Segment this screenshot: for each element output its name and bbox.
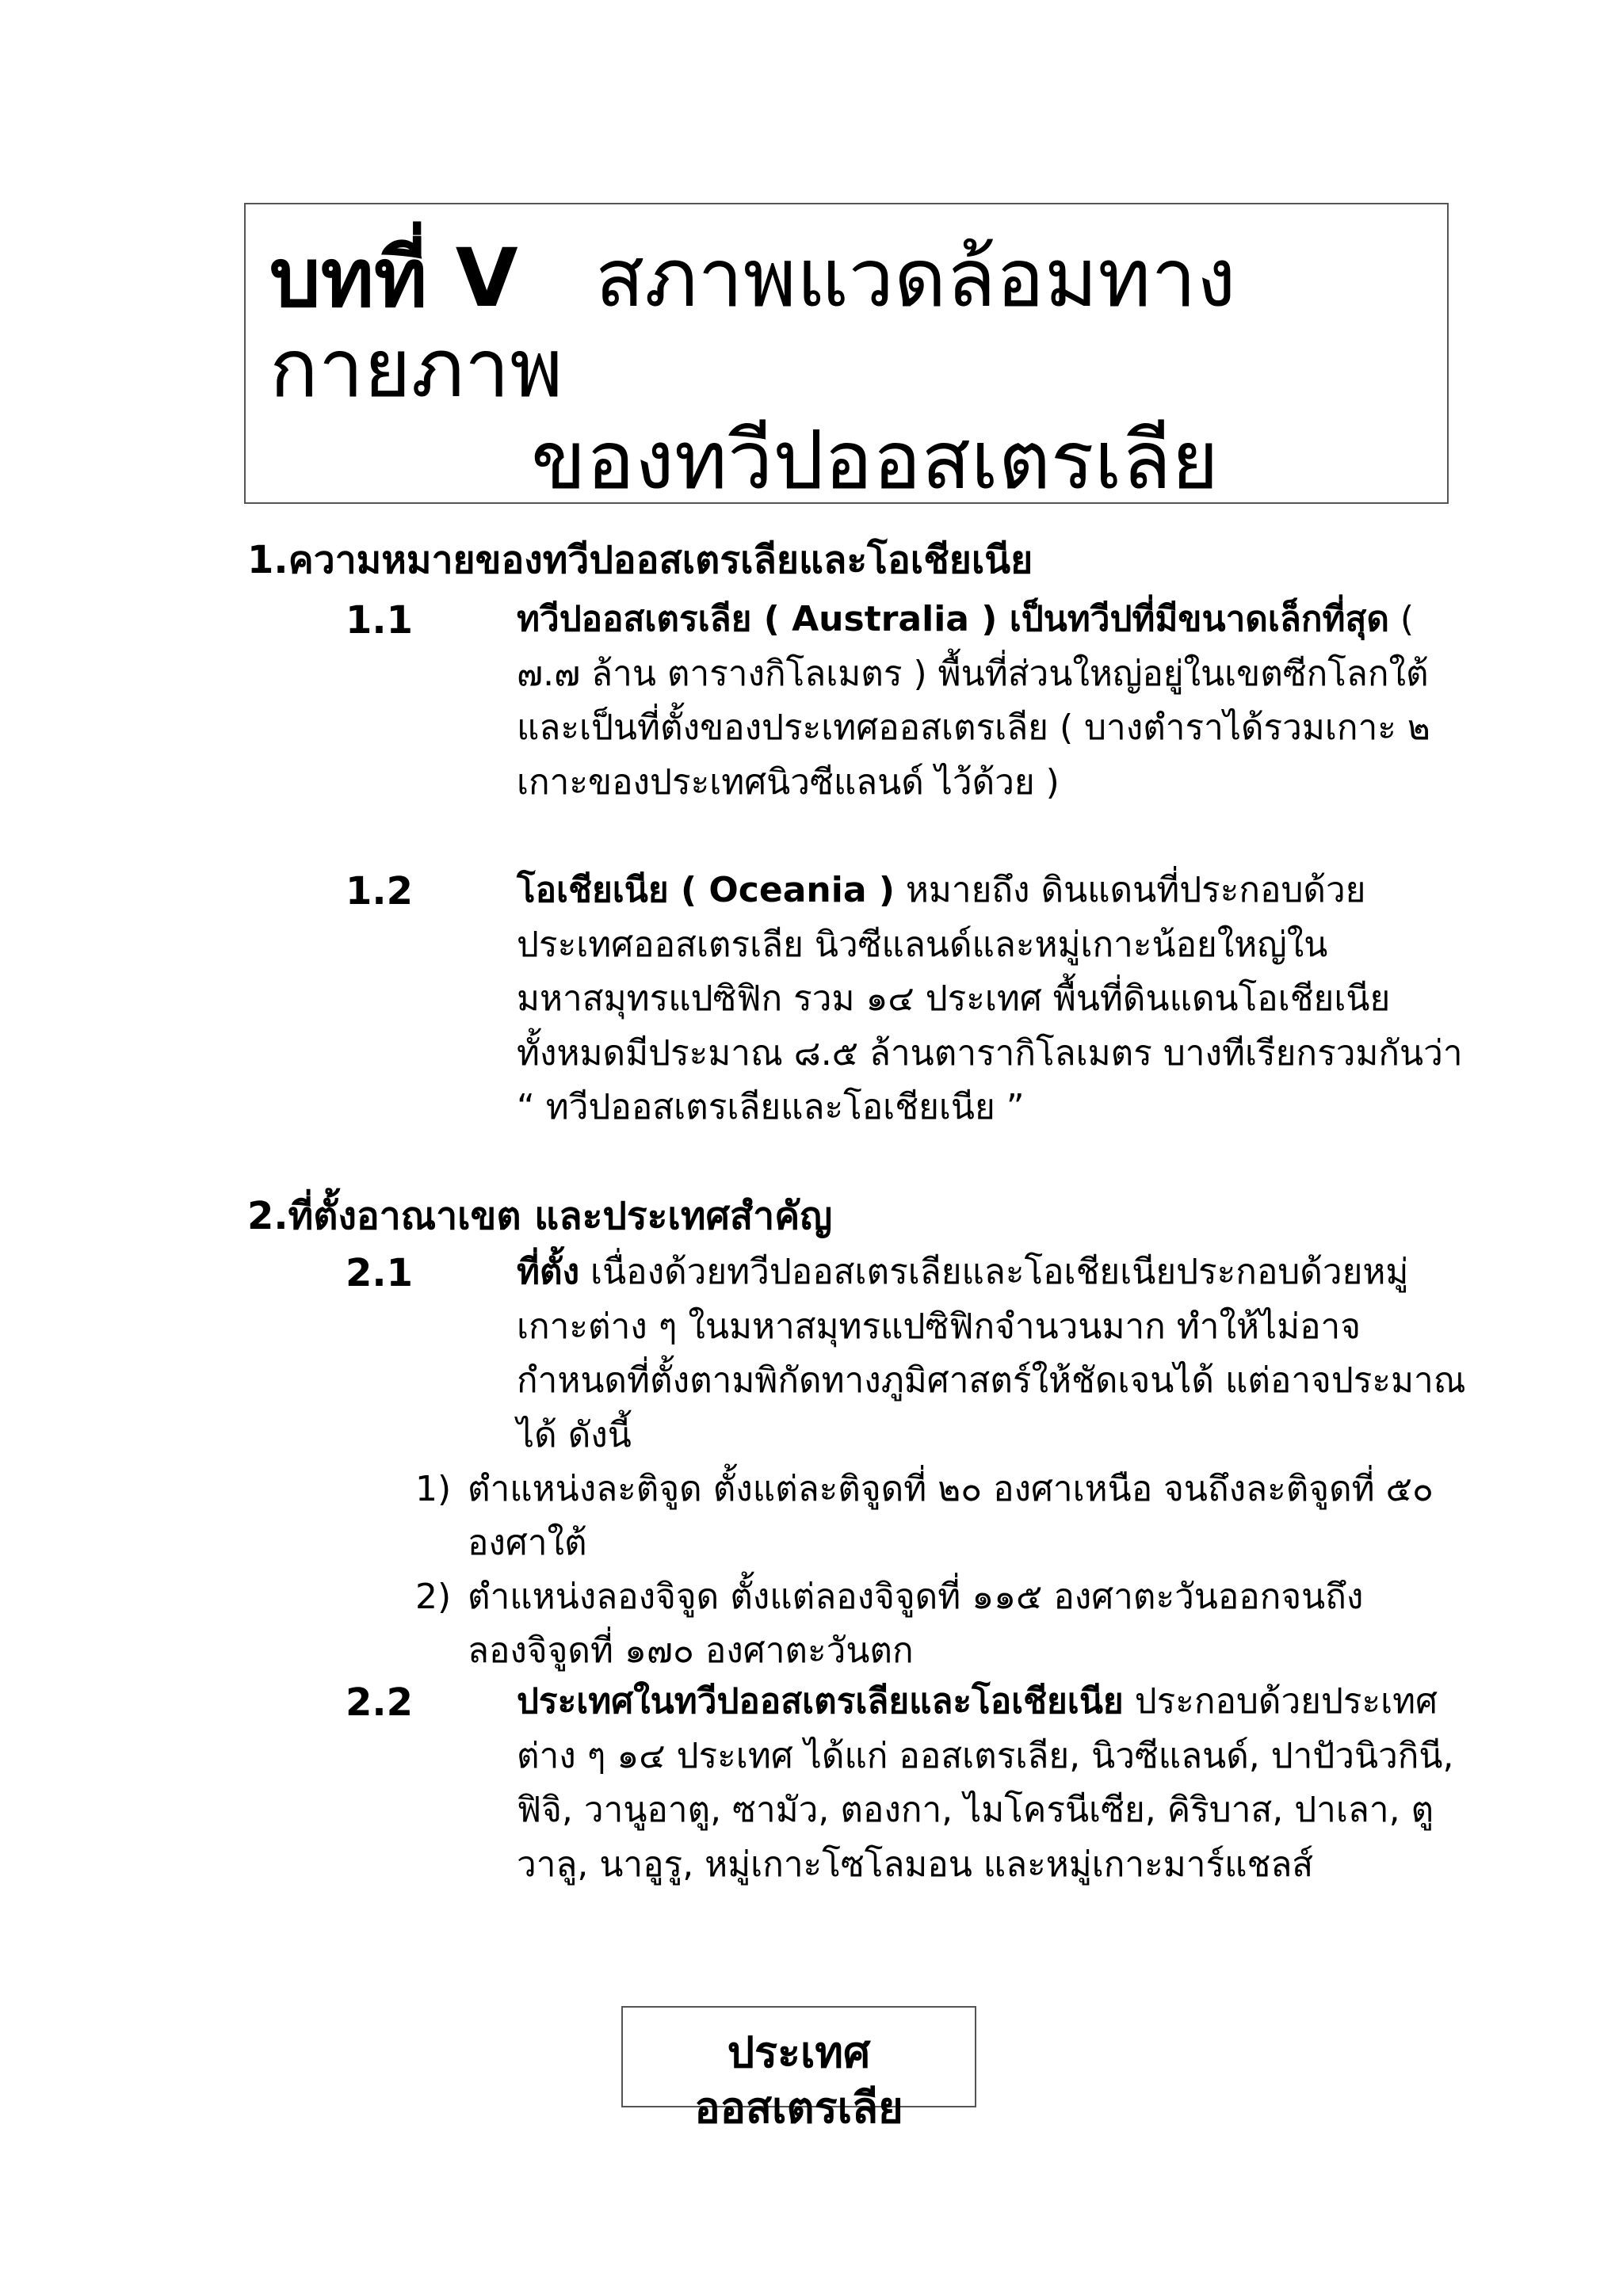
chapter-title-part-1: สภาพแวดล้อมทาง [594,231,1236,326]
chapter-number: บทที่ V [269,231,518,326]
subsection-text-1-1 [517,593,1468,810]
chapter-title-line-1 [269,231,1236,326]
country-label-clipped: ออสเตรเลีย [694,2083,903,2133]
subsection-text-1-2 [517,864,1468,1135]
subsection-body-1-2: หมายถึง ดินแดนที่ประกอบด้วยประเทศออสเตรเลีย นิวซีแลนด์และหมู่เกาะน้อยใหญ่ในมหาสมุทรแปซิฟิก รวม ๑๔ ประเทศ พื้นที่ดินแดนโอเชียเนียทั้งหมดมีประมาณ ๘.๕ ล้านตารากิโลเมตร บางทีเรียกรวมกันว่า “ ทวีปออสเตรเลียและโอเชียเนีย ” [517,870,1463,1127]
list-item-number-2: 2) [415,1577,452,1617]
subsection-lead-2-2: ประเทศในทวีปออสเตรเลียและโอเชียเนีย [517,1681,1124,1722]
chapter-title-line-3-clipped: ของทวีปออสเตรเลีย [531,414,1219,508]
subsection-number-2-2: 2.2 [346,1680,414,1725]
list-item-text-2: ตำแหน่งลองจิจูด ตั้งแต่ลองจิจูดที่ ๑๑๕ องศาตะวันออกจนถึงลองจิจูดที่ ๑๗๐ องศาตะวันตก [468,1577,1364,1671]
chapter-title-line-2: กายภาพ [269,322,563,416]
subsection-number-1-2: 1.2 [346,869,414,913]
subsection-lead-2-1: ที่ตั้ง [517,1252,580,1292]
subsection-lead-1-2: โอเชียเนีย ( Oceania ) [517,870,895,910]
section-heading-2: 2.ที่ตั้งอาณาเขต และประเทศสำคัญ [247,1194,833,1238]
subsection-number-1-1: 1.1 [346,598,414,643]
subsection-number-2-1: 2.1 [346,1251,414,1295]
subsection-text-2-2 [517,1675,1468,1892]
subsection-body-2-2: ประกอบด้วยประเทศต่าง ๆ ๑๔ ประเทศ ได้แก่ ออสเตรเลีย, นิวซีแลนด์, ปาปัวนิวกินี, ฟิจิ, วานูอาตู, ซามัว, ตองกา, ไมโครนีเซีย, คิริบาส, ปาเลา, ตูวาลู, นาอูรู, หมู่เกาะโซโลมอน และหมู่เกาะมาร์แชลส์ [517,1681,1454,1885]
subsection-body-2-1: เนื่องด้วยทวีปออสเตรเลียและโอเชียเนียประกอบด้วยหมู่เกาะต่าง ๆ ในมหาสมุทรแปซิฟิกจำนวนมาก ทำให้ไม่อาจกำหนดที่ตั้งตามพิกัดทางภูมิศาสตร์ให้ชัดเจนได้ แต่อาจประมาณได้ ดังนี้ [517,1252,1466,1455]
country-label-box [621,2006,976,2133]
section-heading-1: 1.ความหมายของทวีปออสเตรเลียและโอเชียเนีย [247,538,1033,582]
subsection-text-2-1 [517,1245,1468,1463]
chapter-title-box [244,203,1449,508]
list-item-text-1: ตำแหน่งละติจูด ตั้งแต่ละติจูดที่ ๒๐ องศาเหนือ จนถึงละติจูดที่ ๕๐ องศาใต้ [468,1469,1434,1563]
list-item-number-1: 1) [415,1469,452,1509]
subsection-body-1-1: ( ๗.๗ ล้าน ตารางกิโลเมตร ) พื้นที่ส่วนใหญ่อยู่ในเขตซีกโลกใต้ และเป็นที่ตั้งของประเทศออสเตรเลีย ( บางตำราได้รวมเกาะ ๒ เกาะของประเทศนิวซีแลนด์ ไว้ด้วย ) [517,599,1430,803]
subsection-lead-1-1: ทวีปออสเตรเลีย ( Australia ) เป็นทวีปที่มีขนาดเล็กที่สุด [517,599,1389,639]
country-label: ประเทศ [727,2027,871,2077]
